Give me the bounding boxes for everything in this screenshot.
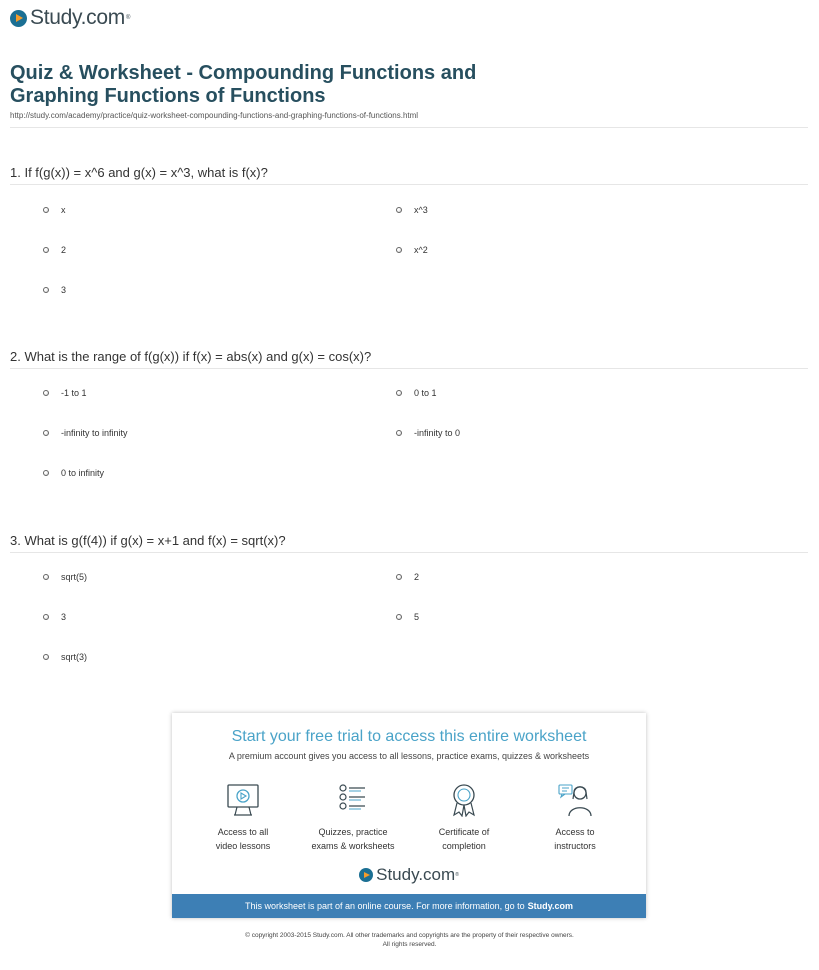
option-label: sqrt(5) bbox=[61, 572, 88, 582]
radio-icon[interactable] bbox=[43, 654, 49, 660]
q2-option-1[interactable] bbox=[43, 388, 87, 398]
feature-label-line-1: Access to bbox=[555, 827, 595, 837]
q2-option-4[interactable] bbox=[396, 428, 460, 438]
option-label: -infinity to infinity bbox=[61, 428, 128, 438]
quiz-list-icon bbox=[335, 783, 371, 817]
instructor-icon bbox=[557, 783, 593, 817]
question-3-divider bbox=[10, 552, 808, 553]
feature-certificate bbox=[409, 783, 519, 853]
option-label: x^3 bbox=[414, 205, 428, 215]
radio-icon[interactable] bbox=[396, 430, 402, 436]
certificate-icon bbox=[446, 783, 482, 817]
q3-option-1[interactable] bbox=[43, 572, 87, 582]
question-2-divider bbox=[10, 368, 808, 369]
q3-option-5[interactable] bbox=[43, 652, 87, 662]
feature-instructors bbox=[520, 783, 630, 853]
radio-icon[interactable] bbox=[396, 614, 402, 620]
page-title bbox=[10, 62, 570, 108]
header-divider bbox=[10, 127, 808, 128]
question-1-divider bbox=[10, 184, 808, 185]
q1-option-1[interactable] bbox=[43, 205, 66, 215]
q3-option-4[interactable] bbox=[396, 612, 419, 622]
question-2-text: 2. What is the range of f(g(x)) if f(x) = abs(x) and g(x) = cos(x)? bbox=[10, 349, 372, 364]
option-label: 0 to infinity bbox=[61, 468, 105, 478]
q1-option-3[interactable] bbox=[43, 245, 66, 255]
promo-bar-link[interactable]: Study.com bbox=[527, 901, 573, 911]
play-logo-icon bbox=[359, 868, 373, 882]
logo-trademark: ® bbox=[125, 15, 131, 21]
promo-bar bbox=[172, 894, 646, 918]
radio-icon[interactable] bbox=[43, 390, 49, 396]
radio-icon[interactable] bbox=[43, 614, 49, 620]
feature-quizzes bbox=[298, 783, 408, 853]
option-label: 0 to 1 bbox=[414, 388, 437, 398]
option-label: 2 bbox=[414, 572, 420, 582]
radio-icon[interactable] bbox=[396, 207, 402, 213]
option-label: 5 bbox=[414, 612, 420, 622]
option-label: 2 bbox=[61, 245, 67, 255]
option-label: 3 bbox=[61, 285, 67, 295]
radio-icon[interactable] bbox=[43, 574, 49, 580]
feature-label-line-2: exams & worksheets bbox=[311, 841, 395, 851]
feature-label-line-2: instructors bbox=[554, 841, 596, 851]
free-trial-promo bbox=[172, 713, 646, 918]
promo-bar-text: This worksheet is part of an online course. For more information, go to bbox=[245, 901, 525, 911]
feature-label-line-1: Access to all bbox=[217, 827, 269, 837]
radio-icon[interactable] bbox=[43, 470, 49, 476]
radio-icon[interactable] bbox=[396, 574, 402, 580]
promo-logo-wordmark: Study.com bbox=[376, 865, 456, 884]
option-label: x bbox=[61, 205, 66, 215]
question-3-text: 3. What is g(f(4)) if g(x) = x+1 and f(x) = sqrt(x)? bbox=[10, 533, 286, 548]
copyright-line-2: All rights reserved. bbox=[382, 941, 437, 948]
copyright-line-1: © copyright 2003-2015 Study.com. All other trademarks and copyrights are the property of their respective owners. bbox=[245, 932, 574, 939]
copyright-notice bbox=[0, 931, 819, 949]
option-label: -1 to 1 bbox=[61, 388, 87, 398]
feature-label-line-2: video lessons bbox=[215, 841, 271, 851]
option-label: sqrt(3) bbox=[61, 652, 88, 662]
promo-subheading: A premium account gives you access to all lessons, practice exams, quizzes & worksheets bbox=[228, 751, 590, 761]
q3-option-3[interactable] bbox=[43, 612, 66, 622]
promo-study-logo[interactable] bbox=[172, 865, 646, 885]
feature-label-line-1: Quizzes, practice bbox=[318, 827, 388, 837]
promo-logo-trademark: ® bbox=[455, 872, 459, 878]
question-1-text: 1. If f(g(x)) = x^6 and g(x) = x^3, what is f(x)? bbox=[10, 165, 268, 180]
feature-video-lessons bbox=[188, 783, 298, 853]
logo-wordmark: Study.com bbox=[30, 6, 125, 29]
feature-label-line-1: Certificate of bbox=[438, 827, 490, 837]
play-logo-icon bbox=[10, 10, 27, 27]
feature-label-line-2: completion bbox=[442, 841, 486, 851]
study-logo[interactable] bbox=[10, 6, 130, 30]
q1-option-2[interactable] bbox=[396, 205, 428, 215]
promo-heading[interactable]: Start your free trial to access this entire worksheet bbox=[231, 728, 587, 745]
q1-option-5[interactable] bbox=[43, 285, 66, 295]
source-url: http://study.com/academy/practice/quiz-worksheet-compounding-functions-and-graphing-functions-of-functions.html bbox=[10, 111, 419, 120]
radio-icon[interactable] bbox=[396, 390, 402, 396]
q2-option-2[interactable] bbox=[396, 388, 437, 398]
page-title-line-2: Graphing Functions of Functions bbox=[10, 85, 326, 107]
option-label: 3 bbox=[61, 612, 67, 622]
option-label: x^2 bbox=[414, 245, 428, 255]
radio-icon[interactable] bbox=[43, 247, 49, 253]
radio-icon[interactable] bbox=[43, 430, 49, 436]
option-label: -infinity to 0 bbox=[414, 428, 461, 438]
radio-icon[interactable] bbox=[43, 207, 49, 213]
q1-option-4[interactable] bbox=[396, 245, 428, 255]
video-lesson-icon bbox=[225, 783, 261, 817]
radio-icon[interactable] bbox=[43, 287, 49, 293]
radio-icon[interactable] bbox=[396, 247, 402, 253]
q2-option-3[interactable] bbox=[43, 428, 128, 438]
q3-option-2[interactable] bbox=[396, 572, 419, 582]
q2-option-5[interactable] bbox=[43, 468, 104, 478]
page-title-line-1: Quiz & Worksheet - Compounding Functions and bbox=[10, 62, 477, 84]
